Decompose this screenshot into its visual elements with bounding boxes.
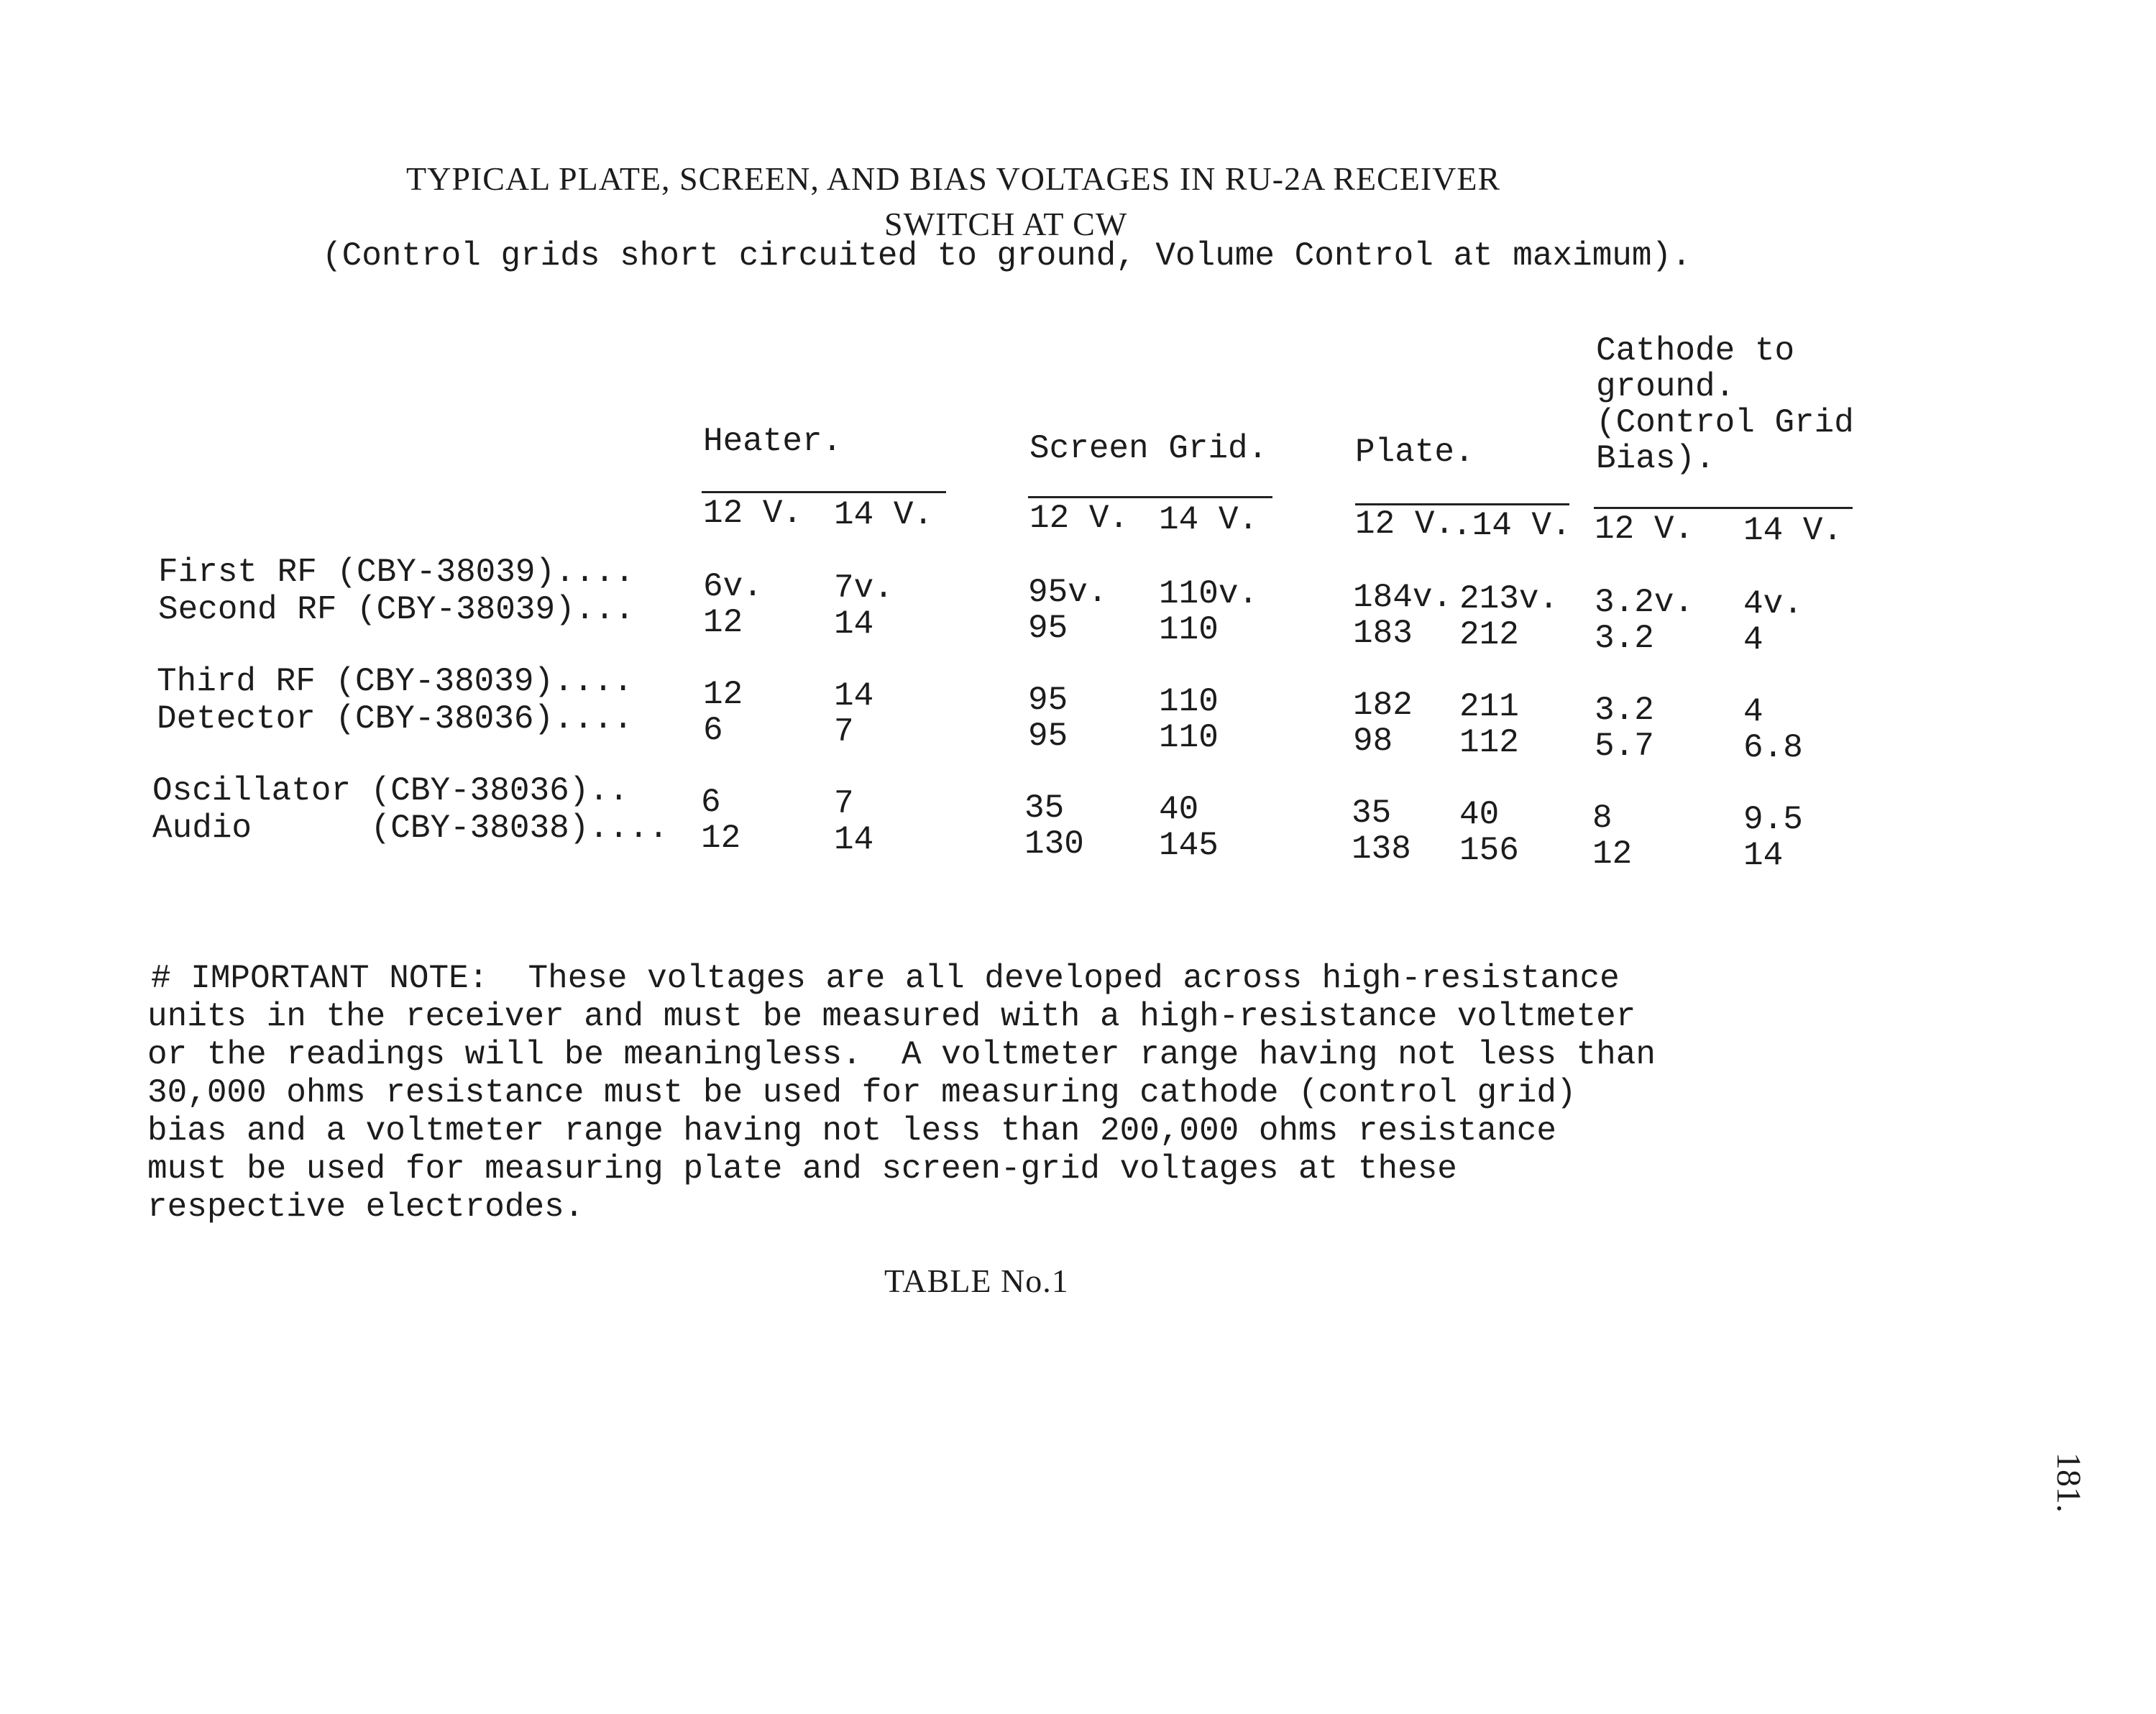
table-cell: 182 bbox=[1353, 687, 1413, 724]
table-cell: 12 bbox=[703, 676, 743, 713]
screen-14v-label: 14 V. bbox=[1159, 501, 1259, 539]
table-cell: 3.2 bbox=[1595, 692, 1654, 729]
table-cell: 213v. bbox=[1459, 580, 1559, 618]
table-cell: 4 bbox=[1743, 693, 1763, 730]
table-cell: 6 bbox=[703, 712, 723, 749]
cathode-12v-label: 12 V. bbox=[1595, 510, 1694, 548]
table-cell: 12 bbox=[701, 820, 741, 857]
table-cell: 98 bbox=[1353, 723, 1393, 760]
table-cell: 7v. bbox=[834, 569, 894, 607]
table-cell: 8 bbox=[1592, 799, 1613, 837]
table-cell: 95 bbox=[1028, 682, 1068, 719]
table-cell: 14 bbox=[834, 677, 874, 715]
plate-14v-label: .14 V. bbox=[1452, 507, 1572, 544]
table-cell: 35 bbox=[1352, 794, 1392, 832]
cathode-header-line-1: Cathode to bbox=[1596, 332, 1795, 370]
table-cell: 110 bbox=[1159, 719, 1219, 756]
table-cell: 7 bbox=[834, 785, 854, 822]
table-cell: 156 bbox=[1459, 832, 1519, 869]
note-line-2: units in the receiver and must be measured with a high-resistance voltmeter bbox=[147, 998, 1636, 1035]
table-cell: 211 bbox=[1459, 688, 1519, 725]
table-cell: 14 bbox=[834, 605, 874, 643]
table-cell: 40 bbox=[1459, 796, 1500, 833]
table-row-label: First RF (CBY-38039).... bbox=[158, 554, 635, 591]
note-line-5: bias and a voltmeter range having not less than 200,000 ohms resistance bbox=[147, 1112, 1556, 1150]
table-cell: 35 bbox=[1024, 789, 1065, 827]
heater-header: Heater. bbox=[703, 423, 843, 460]
table-row-label: Audio (CBY-38038).... bbox=[152, 810, 669, 847]
table-row-label: Detector (CBY-38036).... bbox=[157, 700, 633, 738]
table-cell: 212 bbox=[1459, 616, 1519, 654]
table-cell: 95 bbox=[1028, 718, 1068, 755]
subtitle: (Control grids short circuited to ground, Volume Control at maximum). bbox=[322, 237, 1692, 275]
table-cell: 12 bbox=[703, 604, 743, 641]
table-cell: 7 bbox=[834, 713, 854, 751]
screen-12v-label: 12 V. bbox=[1029, 500, 1129, 537]
plate-header: Plate. bbox=[1355, 434, 1474, 471]
table-row-label: Second RF (CBY-38039)... bbox=[158, 591, 635, 628]
note-line-7: respective electrodes. bbox=[147, 1188, 584, 1226]
title-line-2: SWITCH AT CW bbox=[884, 206, 1128, 242]
table-cell: 12 bbox=[1592, 835, 1633, 873]
cathode-14v-label: 14 V. bbox=[1743, 512, 1843, 549]
table-cell: 184v. bbox=[1353, 579, 1453, 616]
table-cell: 112 bbox=[1459, 724, 1519, 761]
table-cell: 9.5 bbox=[1743, 801, 1803, 838]
table-cell: 40 bbox=[1159, 791, 1199, 828]
table-cell: 138 bbox=[1352, 830, 1411, 868]
table-caption: TABLE No.1 bbox=[884, 1262, 1069, 1299]
page-number: 181. bbox=[2050, 1452, 2088, 1513]
table-cell: 14 bbox=[1743, 837, 1784, 874]
heater-14v-label: 14 V. bbox=[834, 496, 934, 533]
table-cell: 110v. bbox=[1159, 575, 1259, 613]
table-cell: 4v. bbox=[1743, 585, 1803, 623]
note-line-3: or the readings will be meaningless. A voltmeter range having not less than bbox=[147, 1036, 1656, 1073]
table-cell: 145 bbox=[1159, 827, 1219, 864]
table-cell: 14 bbox=[834, 821, 874, 858]
screen-grid-rule bbox=[1028, 496, 1272, 498]
title-line-1: TYPICAL PLATE, SCREEN, AND BIAS VOLTAGES IN RU-2A RECEIVER bbox=[406, 160, 1501, 197]
table-cell: 3.2v. bbox=[1595, 584, 1694, 621]
table-cell: 110 bbox=[1159, 683, 1219, 720]
table-cell: 95v. bbox=[1028, 574, 1108, 611]
table-cell: 6v. bbox=[703, 568, 763, 605]
table-cell: 183 bbox=[1353, 615, 1413, 652]
table-cell: 130 bbox=[1024, 825, 1084, 863]
heater-12v-label: 12 V. bbox=[703, 495, 803, 532]
note-line-1: # IMPORTANT NOTE: These voltages are all developed across high-resistance bbox=[151, 960, 1620, 997]
table-cell: 4 bbox=[1743, 621, 1763, 659]
cathode-header-line-2: ground. bbox=[1596, 368, 1735, 405]
table-cell: 6.8 bbox=[1743, 729, 1803, 766]
table-cell: 3.2 bbox=[1595, 620, 1654, 657]
note-line-6: must be used for measuring plate and screen-grid voltages at these bbox=[147, 1150, 1457, 1188]
table-cell: 5.7 bbox=[1595, 728, 1654, 765]
note-line-4: 30,000 ohms resistance must be used for measuring cathode (control grid) bbox=[147, 1074, 1577, 1112]
heater-rule bbox=[702, 491, 946, 493]
table-row-label: Third RF (CBY-38039).... bbox=[157, 663, 633, 700]
screen-grid-header: Screen Grid. bbox=[1029, 430, 1268, 467]
table-cell: 110 bbox=[1159, 611, 1219, 649]
cathode-rule bbox=[1594, 507, 1853, 509]
table-row-label: Oscillator (CBY-38036).. bbox=[152, 772, 629, 810]
plate-12v-label: 12 V. bbox=[1355, 505, 1455, 543]
cathode-header-line-3: (Control Grid bbox=[1596, 404, 1854, 441]
table-cell: 6 bbox=[701, 784, 721, 821]
cathode-header-line-4: Bias). bbox=[1596, 440, 1715, 477]
table-cell: 95 bbox=[1028, 610, 1068, 647]
